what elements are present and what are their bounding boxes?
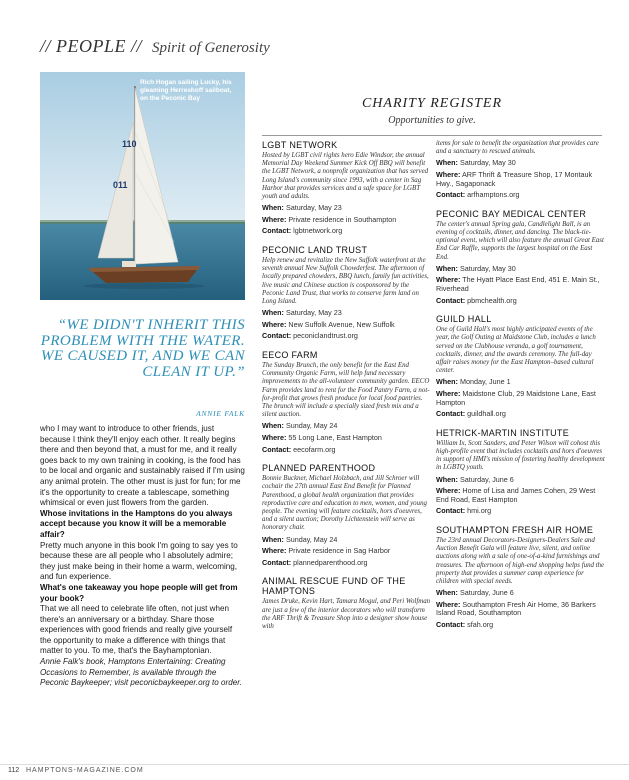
where-label: Where: bbox=[436, 599, 461, 609]
contact-label: Contact: bbox=[262, 226, 292, 236]
interview-question: What's one takeaway you hope people will get from your book? bbox=[40, 582, 238, 603]
when-value: Saturday, May 30 bbox=[459, 158, 516, 168]
charity-name: SOUTHAMPTON FRESH AIR HOME bbox=[436, 524, 594, 535]
event-contact bbox=[436, 191, 606, 200]
charity-description: The center's annual Spring gala, Candlelight Ball, is an evening of cocktails, dinner, and dancing. The black-tie-optional event, which will also feature the annual Great East End Car Raffle, supports the largest hospital on the East End. bbox=[436, 220, 604, 261]
charity-entry bbox=[436, 428, 606, 516]
charity-description: The 23rd annual Decorators-Designers-Dealers Sale and Auction Benefit Gala will feature live, silent, and online auctions along with a sale of one-of-a-kind furnishings and treasures. The afternoon of high-end shopping helps fund the property that provides a summer camp experience for children with special needs. bbox=[436, 536, 605, 585]
charity-entry bbox=[262, 245, 432, 341]
charity-name: PLANNED PARENTHOOD bbox=[262, 463, 376, 474]
event-contact bbox=[262, 559, 432, 568]
when-value: Saturday, May 23 bbox=[285, 203, 342, 213]
where-value: Home of Lisa and James Cohen, 29 West End Road, East Hampton bbox=[436, 486, 596, 504]
charity-description: The Sunday Brunch, the only benefit for the East End Community Organic Farm, will help fund necessary improvements to the all-volunteer community garden. EECO Farm provides land to rent for the Food Pantry Farm, a not-for-profit that grows fresh produce for local food pantries. The brunch will include a specially sized fresh mix and a silent auction. bbox=[262, 362, 430, 419]
body-paragraph: Pretty much anyone in this book I'm going to say yes to because these are all people who I absolutely admire; they just make being in their home a warm, welcoming, and fun experience. bbox=[40, 540, 238, 582]
event-when bbox=[436, 378, 606, 387]
when-value: Sunday, May 24 bbox=[285, 421, 338, 431]
event-when bbox=[262, 422, 432, 431]
charity-entry bbox=[436, 314, 606, 419]
where-label: Where: bbox=[436, 170, 461, 179]
charity-name: LGBT NETWORK bbox=[262, 140, 338, 150]
where-label: Where: bbox=[262, 433, 287, 443]
when-value: Saturday, June 6 bbox=[459, 474, 514, 484]
divider bbox=[262, 135, 602, 136]
contact-link[interactable]: arfhamptons.org bbox=[467, 190, 520, 200]
when-label: When: bbox=[436, 377, 458, 387]
contact-link[interactable]: sfah.org bbox=[467, 619, 494, 629]
charity-name: EECO FARM bbox=[262, 350, 318, 360]
sail-number-top: 110 bbox=[122, 139, 137, 149]
charity-description: items for sale to benefit the organization that provides care and a sanctuary to rescued animals. bbox=[436, 140, 599, 156]
register-column-left bbox=[262, 140, 432, 640]
interview-question: Whose invitations in the Hamptons do you always accept because you know it will be a memorable affair? bbox=[40, 508, 233, 539]
contact-link[interactable]: lgbtnetwork.org bbox=[293, 226, 343, 236]
register-column-right bbox=[436, 140, 606, 639]
event-where bbox=[262, 321, 432, 330]
when-label: When: bbox=[436, 158, 458, 168]
when-value: Saturday, May 23 bbox=[285, 308, 342, 318]
when-value: Sunday, May 24 bbox=[285, 534, 338, 544]
where-value: ARF Thrift & Treasure Shop, 17 Montauk Hwy., Sagaponack bbox=[436, 170, 593, 188]
event-when bbox=[262, 204, 432, 213]
where-label: Where: bbox=[262, 546, 287, 556]
charity-entry bbox=[262, 350, 432, 454]
sailboat-photo bbox=[40, 72, 245, 300]
event-when bbox=[436, 265, 606, 274]
body-paragraph: That we all need to celebrate life often, not just when there's an anniversary or a birthday. Share those experiences with good friends and really give yourself the opportunity to make a difference with things that matter to you. To me, that's the Bayhamptonian. bbox=[40, 604, 233, 656]
event-contact bbox=[262, 332, 432, 341]
charity-name: ANIMAL RESCUE FUND OF THE HAMPTONS bbox=[262, 576, 406, 597]
when-value: Saturday, May 30 bbox=[459, 263, 516, 273]
page-number: 112 bbox=[8, 767, 20, 774]
event-contact bbox=[436, 297, 606, 306]
event-contact bbox=[262, 227, 432, 236]
event-contact bbox=[262, 446, 432, 455]
where-value: The Hyatt Place East End, 451 E. Main St., Riverhead bbox=[436, 275, 600, 293]
event-when bbox=[436, 589, 606, 598]
charity-register-title: CHARITY REGISTER bbox=[361, 96, 503, 111]
where-label: Where: bbox=[436, 388, 461, 398]
event-when bbox=[262, 536, 432, 545]
event-where bbox=[436, 601, 606, 618]
charity-description: William Ix, Scott Sanders, and Peter Wilson will cohost this high-profile event that includes cocktails and hors d'oeuvres in support of HMI's mission of fostering healthy development in LGBTQ youth. bbox=[436, 439, 605, 472]
charity-description: One of Guild Hall's most highly anticipated events of the year, the Golf Outing at Maidstone Club, includes a lunch served on the Clubhouse veranda, a golf tournament, cocktails, dinner, and the awards ceremony. The full-day affair raises money for the East Hampton–based cultural center. bbox=[436, 326, 596, 375]
event-where bbox=[436, 171, 606, 188]
event-where bbox=[262, 216, 432, 225]
body-paragraph: who I may want to introduce to other friends, just because I think they'll enjoy each other. It really begins there and then beyond that, a must for me, and it really goes back to my own training in cooking, is the food has to be local and organic and sustainably raised if I'm using any animal protein. The other must is just for fun; for me it's the opportunity to create a tablescape, something whimsical or even just flowers from the garden. bbox=[40, 424, 245, 508]
publication-url: HAMPTONS-MAGAZINE.COM bbox=[26, 767, 144, 774]
event-where bbox=[436, 390, 606, 407]
charity-entry bbox=[436, 140, 606, 200]
section-label: // PEOPLE // bbox=[40, 36, 142, 56]
contact-link[interactable]: hmi.org bbox=[467, 506, 492, 516]
contact-label: Contact: bbox=[436, 506, 466, 516]
when-label: When: bbox=[262, 308, 284, 318]
when-label: When: bbox=[262, 534, 284, 544]
when-label: When: bbox=[262, 203, 284, 213]
article-body bbox=[40, 424, 245, 689]
contact-label: Contact: bbox=[262, 557, 292, 567]
pull-quote: “WE DIDN'T INHERIT THIS PROBLEM WITH THE WATER. WE CAUSED IT, AND WE CAN CLEAN IT UP.” bbox=[40, 317, 245, 380]
section-header bbox=[40, 36, 270, 57]
when-label: When: bbox=[436, 588, 458, 598]
contact-link[interactable]: peconiclandtrust.org bbox=[293, 331, 358, 341]
charity-entry bbox=[436, 525, 606, 630]
event-where bbox=[436, 276, 606, 293]
where-label: Where: bbox=[436, 275, 461, 285]
charity-name: PECONIC BAY MEDICAL CENTER bbox=[436, 208, 587, 219]
where-label: Where: bbox=[262, 214, 287, 224]
event-where bbox=[262, 547, 432, 556]
event-contact bbox=[436, 507, 606, 516]
section-subtitle: Spirit of Generosity bbox=[152, 40, 270, 56]
when-label: When: bbox=[436, 474, 458, 484]
event-where bbox=[262, 434, 432, 443]
charity-entry bbox=[262, 140, 432, 236]
sail-number-bottom: 011 bbox=[113, 180, 128, 190]
charity-description: James Druke, Kevin Hart, Tamara Mogul, and Peri Wolfman are just a few of the interior decorators who will transform the ARF Thrift & Treasure Shop into a designer show house with bbox=[262, 598, 431, 631]
event-when bbox=[436, 476, 606, 485]
event-where bbox=[436, 487, 606, 504]
where-value: 55 Long Lane, East Hampton bbox=[288, 433, 382, 443]
charity-description: Bonnie Buckner, Michael Holzbach, and Jill Schroer will cochair the 27th annual East End Benefit for Planned Parenthood, a global health organization that provides reproductive care and education to men, women, and young people. The evening will feature cocktails, hors d'oeuvres, and a silent auction; Dorothy Lichtenstein will serve as honorary chair. bbox=[262, 475, 427, 532]
charity-description: Hosted by LGBT civil rights hero Edie Windsor, the annual Memorial Day Weekend Summer Kick Off BBQ will benefit the LGBT Network, a nonprofit organization that has served Long Island's community since 1993, with a center in Sag Harbor that provides services and a safe space for LGBT youth and adults. bbox=[262, 152, 429, 201]
contact-link[interactable]: pbmchealth.org bbox=[467, 295, 517, 305]
contact-label: Contact: bbox=[436, 409, 466, 419]
where-label: Where: bbox=[262, 319, 287, 329]
where-label: Where: bbox=[436, 486, 461, 496]
book-footnote: Annie Falk's book, Hamptons Entertaining: Creating Occasions to Remember, is available through the Peconic Baykeeper; visit peconicbaykeeper.org to order. bbox=[40, 657, 242, 688]
when-label: When: bbox=[262, 421, 284, 431]
charity-name: PECONIC LAND TRUST bbox=[262, 245, 368, 255]
pull-quote-attribution: ANNIE FALK bbox=[196, 409, 245, 418]
charity-name: HETRICK-MARTIN INSTITUTE bbox=[436, 427, 570, 438]
where-value: Southampton Fresh Air Home, 36 Barkers Island Road, Southampton bbox=[436, 599, 596, 618]
page-footer bbox=[0, 764, 629, 780]
contact-label: Contact: bbox=[262, 331, 292, 341]
contact-link[interactable]: eecofarm.org bbox=[293, 444, 336, 454]
charity-entry bbox=[262, 463, 432, 567]
contact-label: Contact: bbox=[436, 295, 466, 305]
event-contact bbox=[436, 621, 606, 630]
contact-label: Contact: bbox=[436, 619, 466, 629]
where-value: Maidstone Club, 29 Maidstone Lane, East Hampton bbox=[436, 388, 596, 407]
event-when bbox=[262, 309, 432, 318]
contact-link[interactable]: plannedparenthood.org bbox=[293, 557, 368, 567]
where-value: New Suffolk Avenue, New Suffolk bbox=[288, 319, 395, 329]
when-label: When: bbox=[436, 263, 458, 273]
photo-caption: Rich Hogan sailing Lucky, his gleaming Herreshoff sailboat, on the Peconic Bay bbox=[140, 79, 232, 102]
charity-register-subtitle: Opportunities to give. bbox=[388, 115, 476, 126]
charity-description: Help renew and revitalize the New Suffolk waterfront at the seventh annual New Suffolk Chowderfest. The afternoon of locally prepared chowders, BBQ lunch, family fun activities, live music and Chinese auction is cosponsored by the Peconic Land Trust, that works to conserve farm land on Long Island. bbox=[262, 257, 429, 306]
contact-label: Contact: bbox=[262, 444, 292, 454]
charity-entry bbox=[436, 209, 606, 305]
where-value: Private residence in Southampton bbox=[288, 214, 397, 224]
sailboat-illustration bbox=[40, 72, 245, 300]
event-when bbox=[436, 159, 606, 168]
where-value: Private residence in Sag Harbor bbox=[288, 546, 391, 556]
charity-name: GUILD HALL bbox=[436, 314, 492, 325]
when-value: Monday, June 1 bbox=[459, 377, 511, 387]
contact-label: Contact: bbox=[436, 190, 466, 200]
event-contact bbox=[436, 410, 606, 419]
contact-link[interactable]: guildhall.org bbox=[467, 409, 506, 419]
charity-entry bbox=[262, 576, 432, 631]
when-value: Saturday, June 6 bbox=[459, 588, 514, 598]
